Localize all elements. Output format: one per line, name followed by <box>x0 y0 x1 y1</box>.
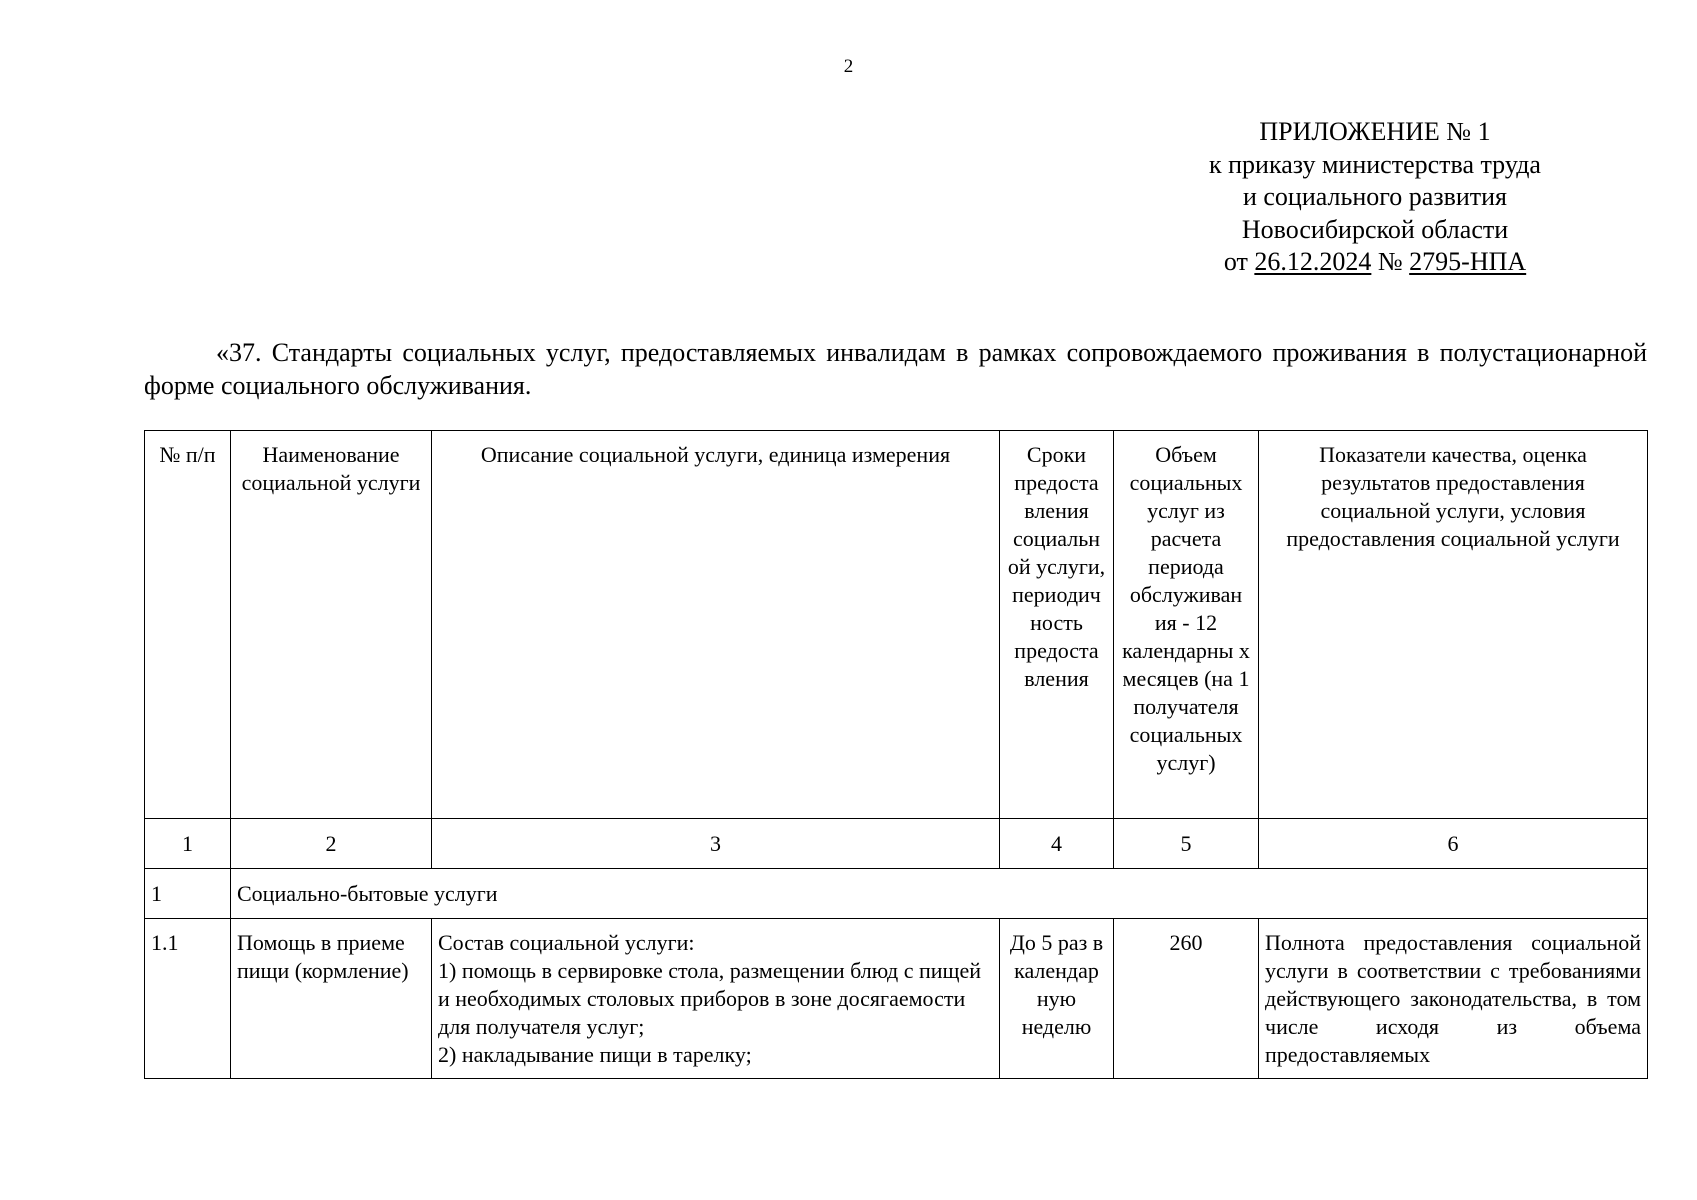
description-line: Состав социальной услуги: <box>438 930 695 955</box>
appendix-line-ministry: и социального развития <box>1242 182 1508 211</box>
header-terms: Сроки предоста вления социальн ой услуги, периодич ность предоста вления <box>1000 431 1114 819</box>
appendix-date-prefix: от <box>1223 247 1255 276</box>
intro-paragraph: «37. Стандарты социальных услуг, предоставляемых инвалидам в рамках сопровождаемого проживания в полустационарной форме социального обслуживания. <box>144 338 1647 400</box>
section-num: 1 <box>145 869 231 919</box>
column-number: 1 <box>145 819 231 869</box>
appendix-block <box>1150 116 1600 279</box>
column-number: 6 <box>1259 819 1648 869</box>
appendix-number: 2795-НПА <box>1409 247 1527 276</box>
header-service-name: Наименование социальной услуги <box>231 431 432 819</box>
header-description: Описание социальной услуги, единица измерения <box>432 431 1000 819</box>
appendix-number-prefix: № <box>1371 247 1410 276</box>
page-number: 2 <box>843 56 854 77</box>
header-quality: Показатели качества, оценка результатов предоставления социальной услуги, условия предоставления социальной услуги <box>1259 431 1648 819</box>
column-number: 2 <box>231 819 432 869</box>
appendix-line-date-number <box>1150 246 1600 279</box>
section-title: Социально-бытовые услуги <box>231 869 1648 919</box>
column-number-row <box>145 819 1648 869</box>
column-number: 4 <box>1000 819 1114 869</box>
row-term: До 5 раз в календар ную неделю <box>1000 919 1114 1079</box>
row-volume: 260 <box>1114 919 1259 1079</box>
table-header-row <box>145 431 1648 819</box>
column-number: 5 <box>1114 819 1259 869</box>
description-line: 1) помощь в сервировке стола, размещении блюд с пищей и необходимых столовых приборов в зоне досягаемости для получателя услуг; <box>438 958 982 1039</box>
appendix-title: ПРИЛОЖЕНИЕ № 1 <box>1259 117 1491 146</box>
row-quality: Полнота предоставления социальной услуги в соответствии с требованиями действующего законодательства, в том числе исходя из объема предоставляемых <box>1259 919 1648 1079</box>
appendix-date: 26.12.2024 <box>1254 247 1372 276</box>
description-line: 2) накладывание пищи в тарелку; <box>438 1042 752 1067</box>
row-description <box>432 919 1000 1079</box>
standards-table <box>144 430 1648 1079</box>
table-row <box>145 919 1648 1079</box>
header-volume: Объем социальных услуг из расчета периода обслуживан ия - 12 календарны х месяцев (на 1 получателя социальных услуг) <box>1114 431 1259 819</box>
row-service-name: Помощь в приеме пищи (кормление) <box>231 919 432 1079</box>
section-row <box>145 869 1648 919</box>
column-number: 3 <box>432 819 1000 869</box>
appendix-line-order: к приказу министерства труда <box>1209 149 1541 179</box>
appendix-line-region: Новосибирской области <box>1241 214 1509 244</box>
header-num: № п/п <box>145 431 231 819</box>
row-num: 1.1 <box>145 919 231 1079</box>
